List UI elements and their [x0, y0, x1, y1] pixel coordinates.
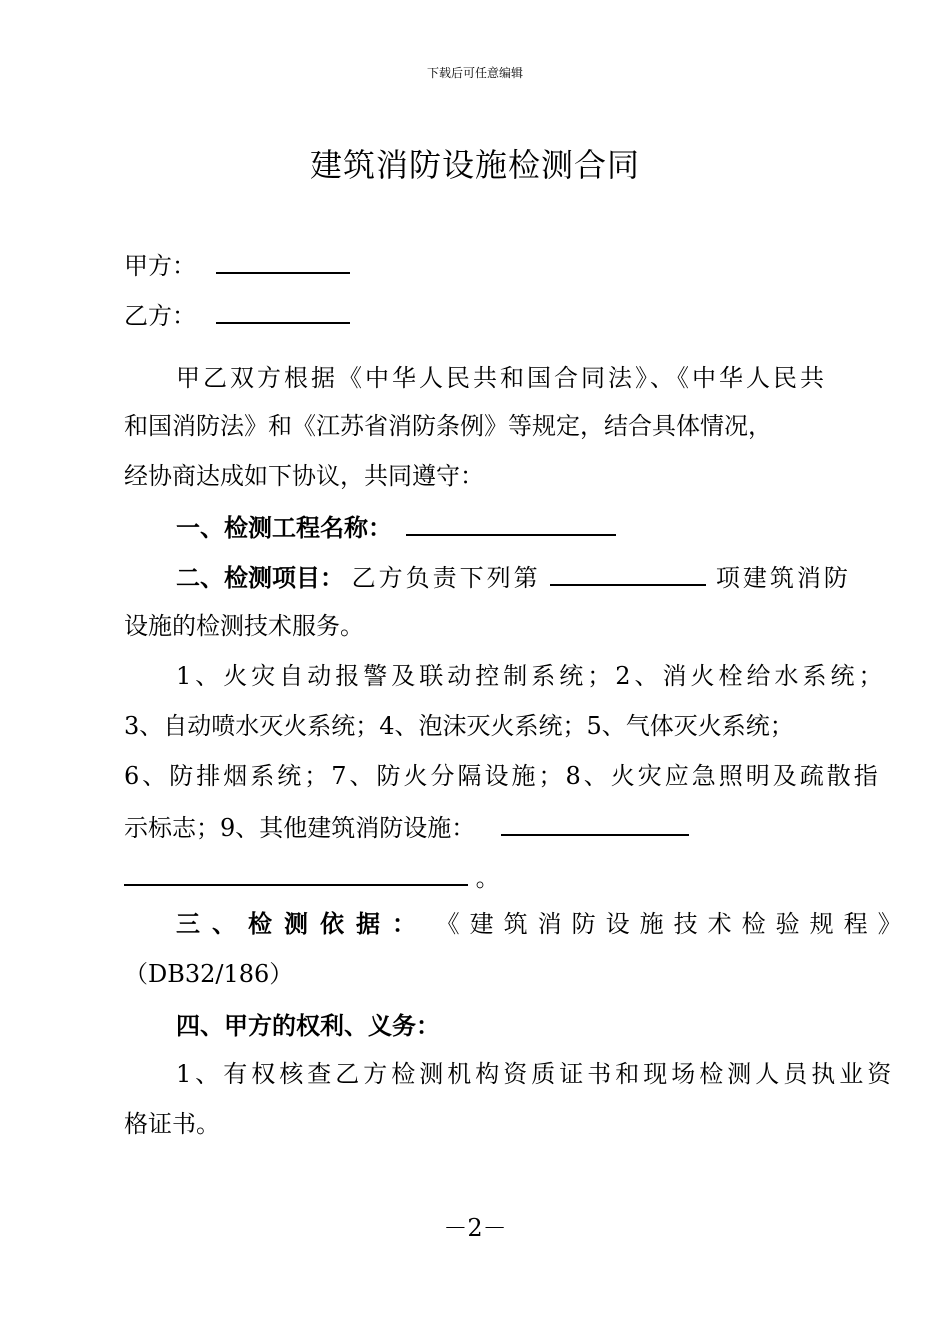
section-4-item-1-line-2: 格证书。 — [124, 1110, 220, 1138]
section-2-line-2: 设施的检测技术服务。 — [124, 612, 364, 640]
section-2-text-b: 项建筑消防 — [715, 564, 851, 592]
section-2-items-end: 。 — [475, 864, 500, 892]
party-b-row — [124, 298, 350, 332]
section-1-row — [176, 510, 616, 544]
preamble-line-3: 经协商达成如下协议，共同遵守： — [124, 462, 484, 490]
section-2-heading: 二、检测项目： — [176, 564, 344, 592]
section-2-items-line-3: 6、防排烟系统；7、防火分隔设施；8、火灾应急照明及疏散指 — [124, 762, 881, 790]
section-2-items-line-2: 3、自动喷水灭火系统；4、泡沫灭火系统；5、气体灭火系统； — [124, 712, 794, 740]
section-3-heading: 三、检测依据： — [176, 910, 428, 938]
party-a-blank — [216, 248, 350, 274]
party-a-row — [124, 248, 350, 282]
section-2-items-line-1: 1、火灾自动报警及联动控制系统；2、消火栓给水系统； — [176, 662, 887, 690]
other-facilities-blank-2 — [124, 860, 468, 886]
other-facilities-blank — [501, 810, 689, 836]
party-a-label: 甲方： — [124, 252, 196, 280]
section-3-row — [176, 908, 912, 940]
project-name-blank — [406, 510, 616, 536]
header-note: 下载后可任意编辑 — [426, 66, 523, 80]
section-1-heading: 一、检测工程名称： — [176, 514, 392, 542]
section-3-text: 《建筑消防设施技术检验规程》 — [435, 910, 912, 938]
party-b-label: 乙方： — [124, 302, 196, 330]
preamble-line-2: 和国消防法》和《江苏省消防条例》等规定，结合具体情况， — [124, 412, 772, 440]
page-number: －2－ — [443, 1214, 507, 1242]
party-b-blank — [216, 298, 350, 324]
item-number-blank — [550, 560, 706, 586]
section-4-heading: 四、甲方的权利、义务： — [176, 1012, 440, 1040]
section-2-text-a: 乙方负责下列第 — [351, 564, 541, 592]
section-2-row — [176, 560, 851, 594]
section-4-item-1-line-1: 1、有权核查乙方检测机构资质证书和现场检测人员执业资 — [176, 1060, 896, 1088]
preamble-line-1: 甲乙双方根据《中华人民共和国合同法》、《中华人民共 — [176, 364, 827, 392]
document-title: 建筑消防设施检测合同 — [309, 146, 640, 184]
section-2-items-line-5 — [124, 860, 500, 894]
section-3-line-2: （DB32/186） — [124, 960, 294, 988]
section-2-items-line-4-text: 示标志；9、其他建筑消防设施： — [124, 814, 476, 842]
section-2-items-line-4 — [124, 810, 689, 844]
